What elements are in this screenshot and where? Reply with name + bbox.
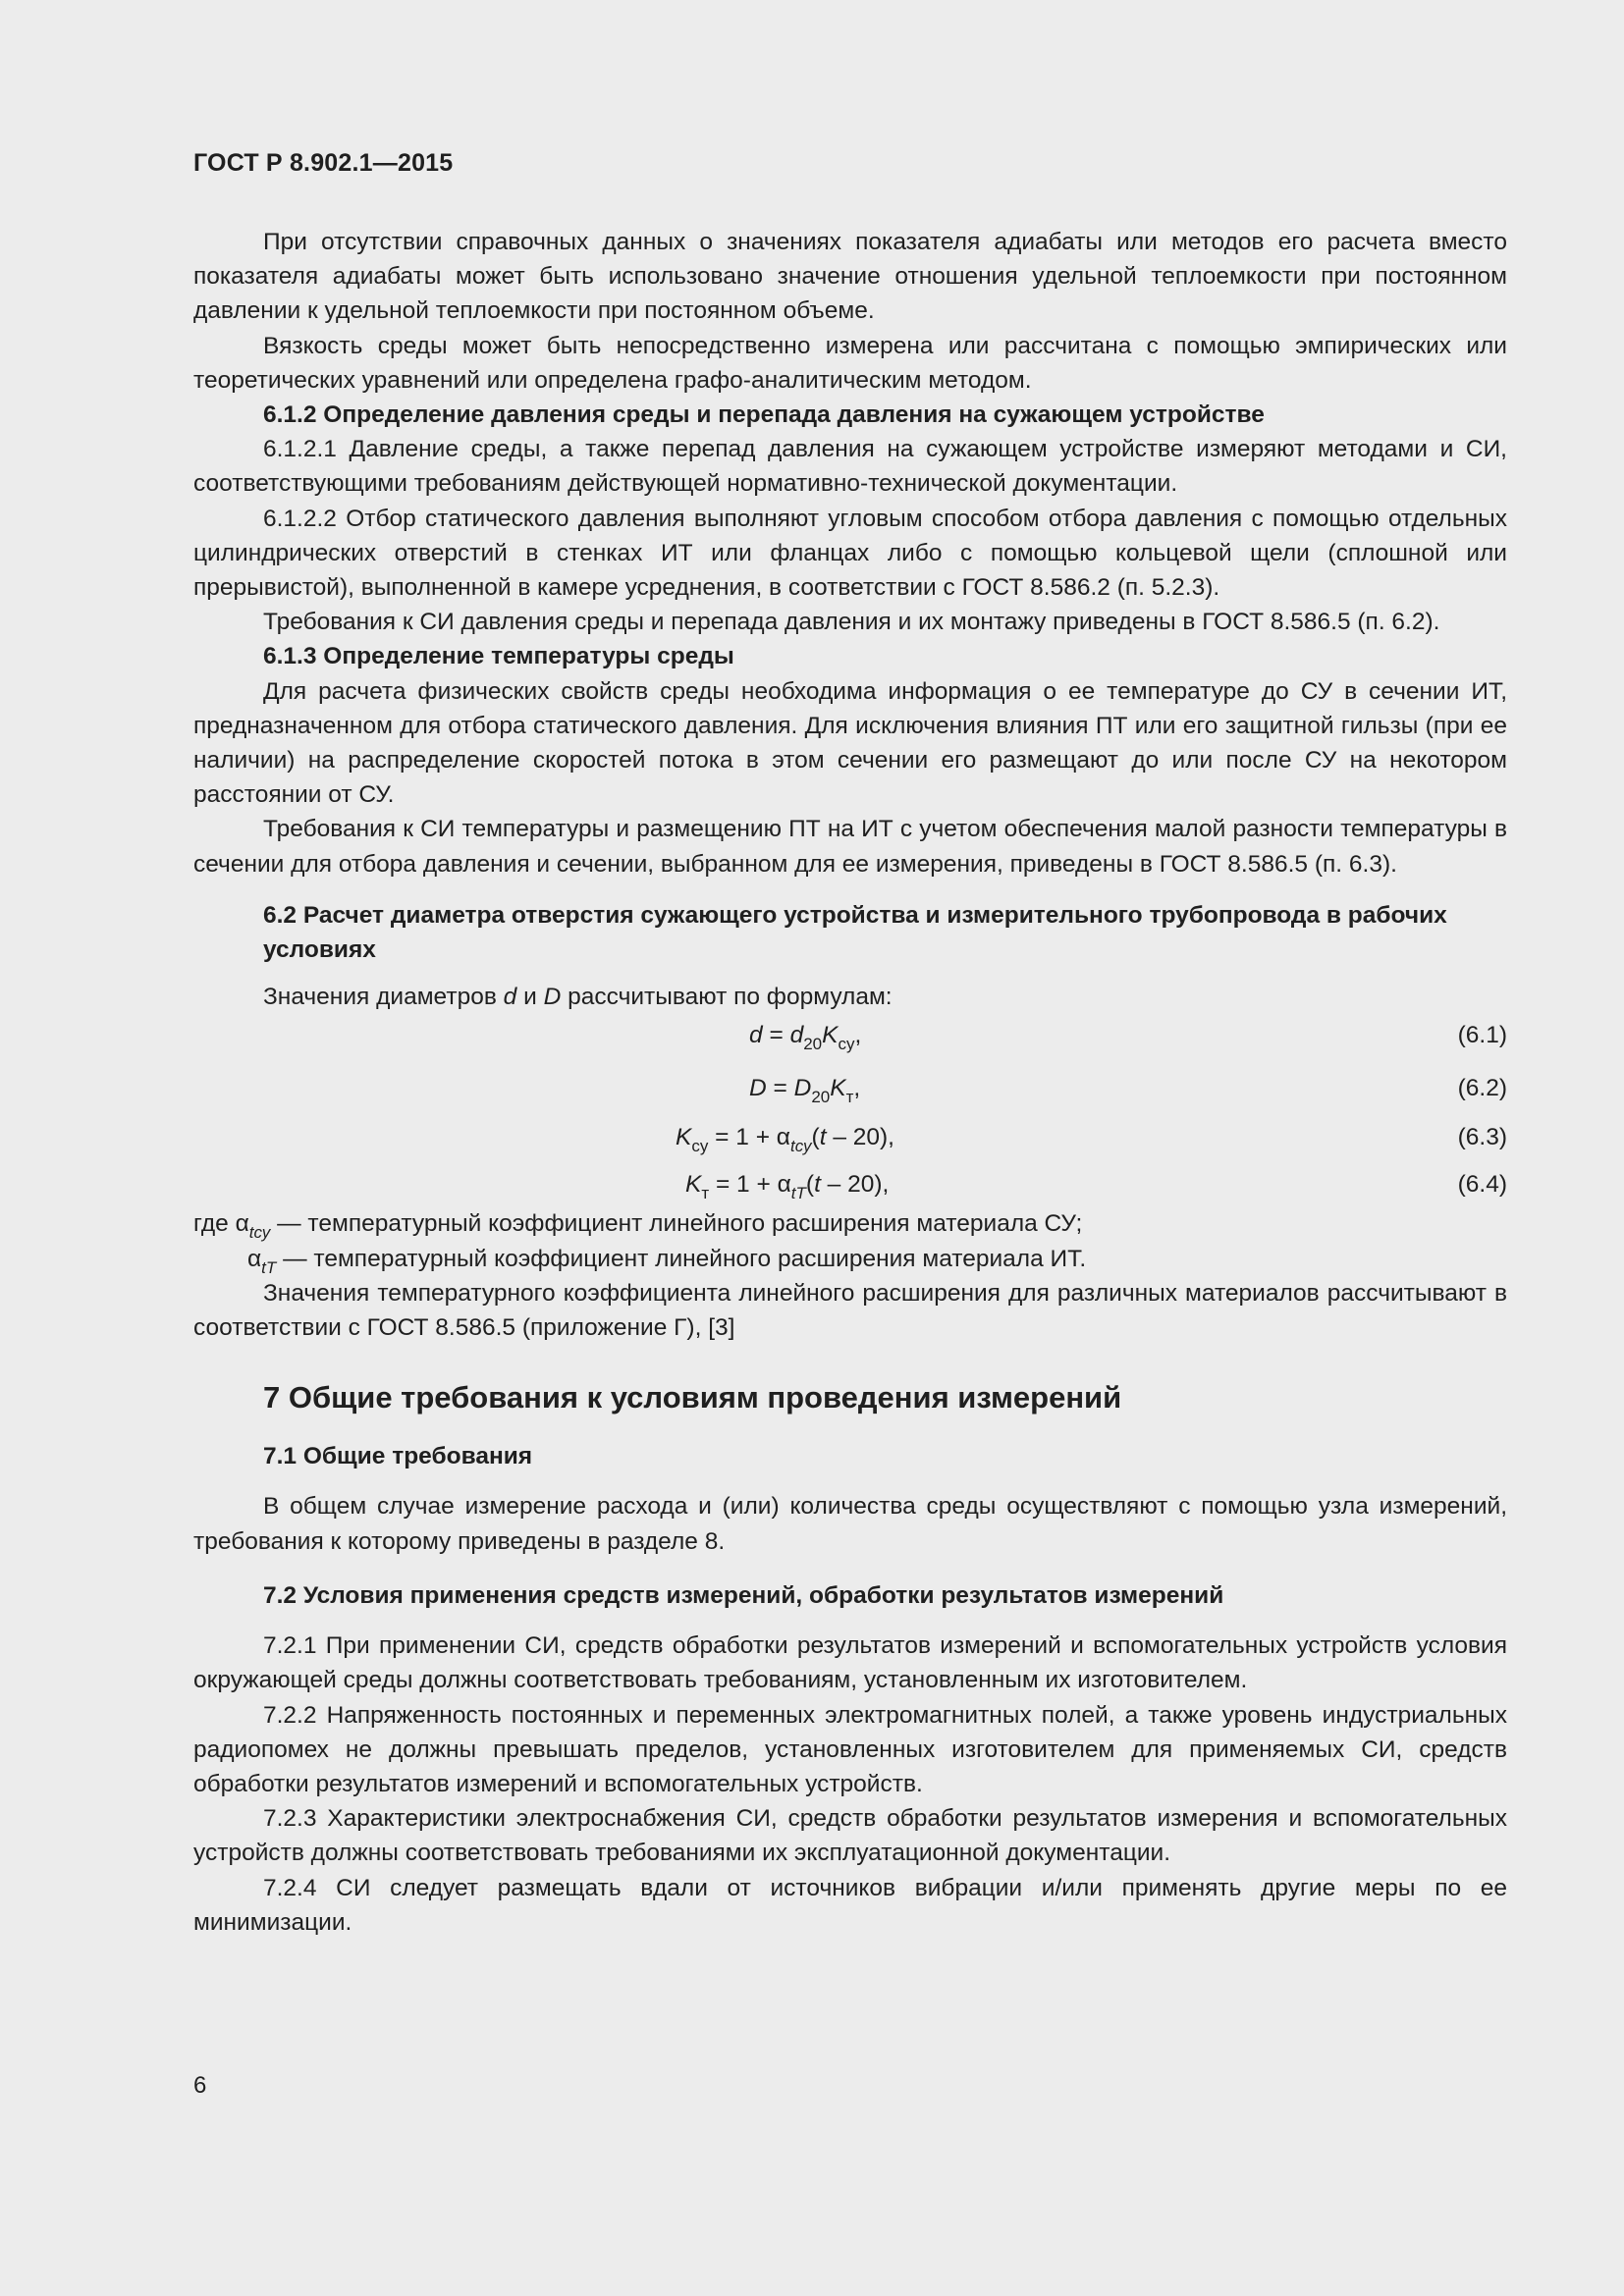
section-heading-7: 7 Общие требования к условиям проведения измерений bbox=[263, 1380, 1122, 1415]
document-body bbox=[193, 225, 1507, 1940]
paragraph: Вязкость среды может быть непосредственно измерена или рассчитана с помощью эмпирических или теоретических уравнений или определена графо-аналитическим методом. bbox=[193, 332, 1507, 394]
formula-number: (6.4) bbox=[1457, 1171, 1507, 1199]
formula-block bbox=[193, 1014, 1507, 1203]
paragraph: 7.2.2 Напряженность постоянных и переменных электромагнитных полей, а также уровень индустриальных радиопомех не должны превышать пределов, установленных изготовителем для применяемых СИ, средств обработки результатов измерений и вспомогательных устройств. bbox=[193, 1701, 1507, 1797]
formula-number: (6.2) bbox=[1457, 1075, 1507, 1102]
section-heading-7-2: 7.2 Условия применения средств измерений, обработки результатов измерений bbox=[263, 1581, 1224, 1609]
formula-number: (6.3) bbox=[1457, 1124, 1507, 1151]
section-heading-6-1-2: 6.1.2 Определение давления среды и перепада давления на сужающем устройстве bbox=[263, 401, 1265, 429]
formula-intro: Значения диаметров d и D рассчитывают по формулам: bbox=[263, 984, 893, 1011]
paragraph: 6.1.2.1 Давление среды, а также перепад давления на сужающем устройстве измеряют методами и СИ, соответствующими требованиям действующей нормативно-технической документации. bbox=[193, 436, 1507, 498]
paragraph: Требования к СИ температуры и размещению ПТ на ИТ с учетом обеспечения малой разности температуры в сечении для отбора давления и сечении, выбранном для ее измерения, приведены в ГОСТ 8.586.5 (п. 6.3). bbox=[193, 816, 1507, 878]
paragraph: 7.2.3 Характеристики электроснабжения СИ, средств обработки результатов измерения и вспомогательных устройств должны соответствовать требованиями их эксплуатационной документации. bbox=[193, 1805, 1507, 1867]
formula-6-2: $D = D_{20}K_т$, (6.2) bbox=[193, 1071, 1507, 1110]
where-line-1: где $\alpha_{tсу}$ — температурный коэффициент линейного расширения материала СУ; bbox=[193, 1210, 1083, 1243]
document-header: ГОСТ Р 8.902.1—2015 bbox=[193, 149, 454, 177]
paragraph: При отсутствии справочных данных о значениях показателя адиабаты или методов его расчета вместо показателя адиабаты может быть использовано значение отношения удельной теплоемкости при постоянном давлении к удельной теплоемкости при постоянном объеме. bbox=[193, 229, 1507, 325]
paragraph: Значения температурного коэффициента линейного расширения для различных материалов рассчитывают в соответствии с ГОСТ 8.586.5 (приложение Г), [3] bbox=[193, 1279, 1507, 1342]
paragraph: Для расчета физических свойств среды необходима информация о ее температуре до СУ в сечении ИТ, предназначенном для отбора статического давления. Для исключения влияния ПТ или его защитной гильзы (при ее наличии) на распределение скоростей потока в этом сечении его размещают до или после СУ на некотором расстоянии от СУ. bbox=[193, 677, 1507, 809]
formula-number: (6.1) bbox=[1457, 1022, 1507, 1049]
formula-6-1: $d = d_{20}K_{су}$, (6.1) bbox=[193, 1018, 1507, 1057]
formula-6-4: $K_т = 1 + \alpha_{tT}(t - 20)$, (6.4) bbox=[193, 1167, 1507, 1206]
paragraph: 7.2.1 При применении СИ, средств обработки результатов измерений и вспомогательных устройств условия окружающей среды должны соответствовать требованиям, установленным их изготовителем. bbox=[193, 1632, 1507, 1694]
paragraph: 6.1.2.2 Отбор статического давления выполняют угловым способом отбора давления с помощью отдельных цилиндрических отверстий в стенках ИТ или фланцах либо с помощью кольцевой щели (сплошной или прерывистой), выполненной в камере усреднения, в соответствии с ГОСТ 8.586.2 (п. 5.2.3). bbox=[193, 505, 1507, 602]
paragraph: В общем случае измерение расхода и (или) количества среды осуществляют с помощью узла измерений, требования к которому приведены в разделе 8. bbox=[193, 1493, 1507, 1555]
formula-6-3: $K_{су} = 1 + \alpha_{tсу}(t - 20)$, (6.3) bbox=[193, 1120, 1507, 1159]
where-line-2: $\alpha_{tT}$ — температурный коэффициент линейного расширения материала ИТ. bbox=[247, 1245, 1087, 1277]
paragraph: 7.2.4 СИ следует размещать вдали от источников вибрации и/или применять другие меры по ее минимизации. bbox=[193, 1874, 1507, 1936]
paragraph: Требования к СИ давления среды и перепада давления и их монтажу приведены в ГОСТ 8.586.5 (п. 6.2). bbox=[263, 609, 1440, 636]
section-heading-6-2: 6.2 Расчет диаметра отверстия сужающего устройства и измерительного трубопровода в рабочих условиях bbox=[263, 901, 1447, 964]
page-number: 6 bbox=[193, 2072, 207, 2099]
section-heading-6-1-3: 6.1.3 Определение температуры среды bbox=[263, 643, 734, 670]
section-heading-7-1: 7.1 Общие требования bbox=[263, 1443, 533, 1470]
